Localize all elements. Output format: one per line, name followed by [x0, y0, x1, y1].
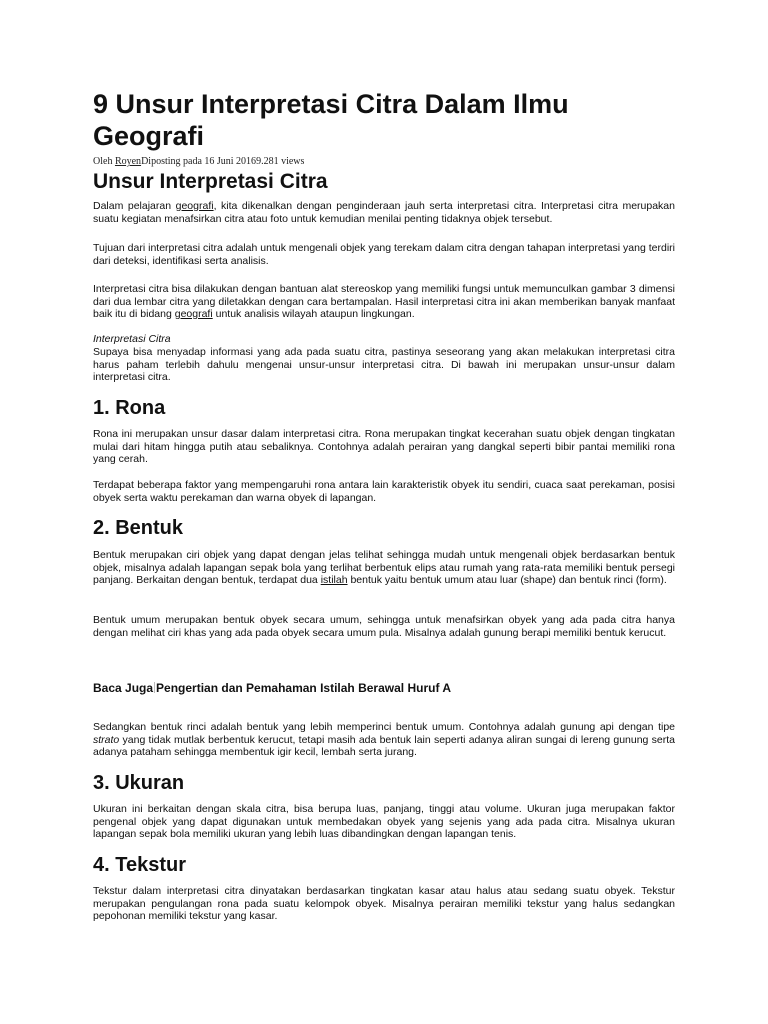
stereoscope-paragraph: Interpretasi citra bisa dilakukan dengan bantuan alat stereoskop yang memiliki fungsi untuk memunculkan gambar 3 dimensi dari dua lembar citra yang diletakkan dengan cara bertampalan. Hasil interpretasi citra ini akan memberikan banyak manfaat baik itu di bidang geografi untuk analisis wilayah ataupun lingkungan.: [93, 283, 675, 320]
post-date: Diposting pada 16 Juni 2016: [141, 156, 257, 167]
bentuk-paragraph-3: Sedangkan bentuk rinci adalah bentuk yang lebih memperinci bentuk umum. Contohnya adalah gunung api dengan tipe strato yang tidak mutlak berbentuk kerucut, tetapi masih ada bentuk lain seperti adanya aliran sungai di lereng gunung serta adanya pataham sehingga membentuk igir kecil, lembah serta jurang.: [93, 721, 675, 758]
elements-intro-paragraph: Supaya bisa menyadap informasi yang ada pada suatu citra, pastinya seseorang yang akan melakukan interpretasi citra harus paham terlebih dahulu mengenai unsur-unsur interpretasi citra. Di bawah ini merupakan unsur-unsur dalam interpretasi citra.: [93, 346, 675, 383]
page-title: 9 Unsur Interpretasi Citra Dalam Ilmu Geografi: [93, 89, 569, 151]
separator-icon: [154, 682, 155, 693]
ukuran-paragraph: Ukuran ini berkaitan dengan skala citra, bisa berupa luas, panjang, tinggi atau volume. Ukuran juga merupakan faktor pengenal objek yang dapat digunakan untuk membedakan obyek yang sejenis yang ada pada citra. Misalnya ukuran lapangan sepak bola memiliki ukuran yang lebih luas dibandingkan dengan lapangan tenis.: [93, 803, 675, 840]
rona-paragraph-2: Terdapat beberapa faktor yang mempengaruhi rona antara lain karakteristik obyek itu sendiri, cuaca saat perekaman, posisi obyek serta waktu perekaman dan warna obyek di lapangan.: [93, 479, 675, 504]
heading-tekstur: 4. Tekstur: [93, 854, 186, 876]
heading-ukuran: 3. Ukuran: [93, 772, 185, 794]
bentuk-paragraph-2: Bentuk umum merupakan bentuk obyek secara umum, sehingga untuk menafsirkan obyek yang ada pada citra hanya dengan melihat ciri khas yang ada pada obyek secara umum pula. Misalnya adalah gunung berapi memiliki bentuk kerucut.: [93, 614, 675, 639]
related-link[interactable]: Pengertian dan Pemahaman Istilah Berawal Huruf A: [156, 681, 451, 695]
tekstur-paragraph: Tekstur dalam interpretasi citra dinyatakan berdasarkan tingkatan kasar atau halus atau sedang suatu obyek. Tekstur merupakan pengulangan rona pada suatu kelompok obyek. Misalnya perairan memiliki tekstur yang halus sedangkan pepohonan memiliki tekstur yang kasar.: [93, 885, 675, 922]
heading-bentuk: 2. Bentuk: [93, 517, 184, 539]
bentuk-paragraph-1: Bentuk merupakan ciri objek yang dapat dengan jelas telihat sehingga mudah untuk mengenali objek berdasarkan bentuk objek, misalnya adalah lapangan sepak bola yang terlihat berbentuk elips atau rumah yang rata-rata memiliki bentuk persegi panjang. Berkaitan dengan bentuk, terdapat dua istilah bentuk yaitu bentuk umum atau luar (shape) dan bentuk rinci (form).: [93, 549, 675, 586]
strato-term: strato: [93, 733, 120, 746]
geografi-link-2[interactable]: geografi: [174, 308, 213, 320]
purpose-paragraph: Tujuan dari interpretasi citra adalah untuk mengenali objek yang terekam dalam citra dengan tahapan interpretasi yang terdiri dari deteksi, identifikasi serta analisis.: [93, 242, 675, 267]
author-link[interactable]: Royen: [114, 156, 142, 167]
section-title: Unsur Interpretasi Citra: [93, 170, 328, 193]
istilah-link[interactable]: istilah: [320, 574, 348, 586]
view-count: 9.281 views: [256, 156, 305, 167]
heading-rona: 1. Rona: [93, 397, 166, 419]
post-meta: [93, 156, 304, 167]
rona-paragraph-1: Rona ini merupakan unsur dasar dalam interpretasi citra. Rona merupakan tingkat kecerahan suatu objek dengan tingkatan mulai dari hitam hingga putih atau sebaliknya. Contohnya adalah perairan yang dangkal seperti bibir pantai memiliki rona yang cerah.: [93, 428, 675, 465]
geografi-link[interactable]: geografi: [175, 200, 214, 212]
related-label: Baca Juga: [93, 681, 154, 695]
intro-paragraph: Dalam pelajaran geografi, kita dikenalkan dengan penginderaan jauh serta interpretasi citra. Interpretasi citra merupakan suatu kegiatan menafsirkan citra atau foto untuk kemudian menilai penting tidaknya objek tersebut.: [93, 200, 675, 225]
related-article: [93, 681, 675, 695]
image-caption: Interpretasi Citra: [93, 333, 171, 345]
meta-prefix: Oleh: [93, 156, 115, 167]
